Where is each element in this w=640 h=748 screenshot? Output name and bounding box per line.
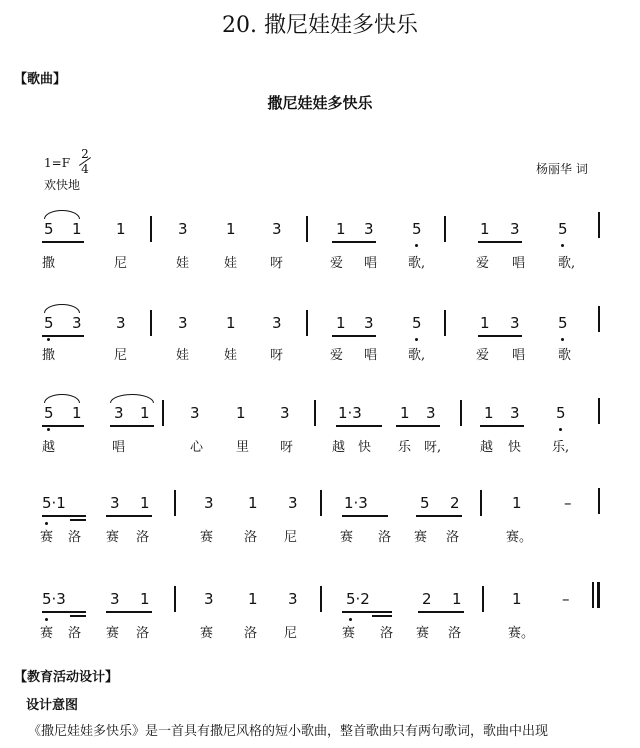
note: 3: [204, 494, 214, 512]
key-signature: 1=F: [44, 156, 71, 170]
note: 5: [558, 314, 568, 332]
lyric: 歌,: [408, 256, 426, 271]
low-octave-dot: [561, 244, 564, 247]
lyric: 呀: [270, 256, 284, 271]
lyric: 呀,: [424, 440, 442, 455]
note: 3: [364, 220, 374, 238]
note: 5: [420, 494, 430, 512]
note: 1: [248, 494, 258, 512]
barline: [306, 216, 308, 242]
lyric: 越: [480, 440, 494, 455]
beam: [110, 425, 154, 427]
barline: [314, 400, 316, 426]
note: 1: [400, 404, 410, 422]
note: 3: [364, 314, 374, 332]
lyric: 爱: [330, 256, 344, 271]
barline: [444, 216, 446, 242]
note: 2: [422, 590, 432, 608]
lyric: 唱: [364, 348, 378, 363]
lyric: 赛: [106, 626, 120, 641]
lyric: 赛: [200, 530, 214, 545]
lyric: 爱: [330, 348, 344, 363]
note: 1: [226, 220, 236, 238]
lyric: 歌,: [558, 256, 576, 271]
beam: [70, 615, 86, 617]
lyric: 娃: [224, 256, 238, 271]
lyric: 唱: [364, 256, 378, 271]
lyric: 洛: [380, 626, 394, 641]
note: 5·2: [346, 590, 370, 608]
beam: [396, 425, 440, 427]
note: 5: [412, 220, 422, 238]
low-octave-dot: [47, 338, 50, 341]
barline: [598, 212, 600, 238]
beam: [478, 335, 522, 337]
note: 1·3: [338, 404, 362, 422]
activity-section-tag: 【教育活动设计】: [14, 670, 119, 685]
note: 3: [288, 494, 298, 512]
note: 5: [44, 220, 54, 238]
barline: [480, 490, 482, 516]
low-octave-dot: [415, 338, 418, 341]
barline: [162, 400, 164, 426]
beam: [342, 515, 388, 517]
lyric: 乐,: [552, 440, 570, 455]
lyric: 尼: [284, 530, 298, 545]
song-section-tag: 【歌曲】: [14, 72, 67, 87]
note: 1: [140, 404, 150, 422]
note: 1: [236, 404, 246, 422]
note: 3: [288, 590, 298, 608]
lyric: 唱: [512, 348, 526, 363]
lyric: 心: [190, 440, 204, 455]
lyric: 洛: [448, 626, 462, 641]
note: 1: [72, 220, 82, 238]
time-signature: [78, 148, 92, 175]
note: 2: [450, 494, 460, 512]
lyric: 洛: [68, 530, 82, 545]
low-octave-dot: [47, 428, 50, 431]
lyric: 尼: [114, 348, 128, 363]
lyric: 洛: [244, 626, 258, 641]
low-octave-dot: [559, 428, 562, 431]
lyric: 快: [508, 440, 522, 455]
slur: [110, 394, 154, 403]
barline: [320, 490, 322, 516]
song-title: 撒尼娃娃多快乐: [267, 94, 373, 112]
note: 1: [336, 314, 346, 332]
note: –: [564, 494, 572, 512]
lyric: 洛: [136, 530, 150, 545]
note: 5: [556, 404, 566, 422]
lyric: 娃: [176, 256, 190, 271]
beam: [478, 241, 522, 243]
lyric: 赛: [342, 626, 356, 641]
beam: [480, 425, 524, 427]
note: 3: [272, 220, 282, 238]
lyric: 洛: [244, 530, 258, 545]
lyric: 唱: [512, 256, 526, 271]
note: 3: [510, 314, 520, 332]
lyric: 赛。: [508, 626, 535, 641]
note: 3: [110, 590, 120, 608]
note: 5·3: [42, 590, 66, 608]
lyric: 歌,: [408, 348, 426, 363]
beam: [332, 335, 376, 337]
note: 3: [204, 590, 214, 608]
note: 1: [480, 314, 490, 332]
note: 3: [72, 314, 82, 332]
note: 1: [140, 590, 150, 608]
lyric: 赛: [40, 626, 54, 641]
note: 3: [426, 404, 436, 422]
tempo-marking: 欢快地: [44, 178, 81, 192]
beam: [418, 611, 464, 613]
lyric: 乐: [398, 440, 412, 455]
note: 1: [116, 220, 126, 238]
beam: [336, 425, 382, 427]
beam: [42, 241, 84, 243]
lyricist-credit: 杨丽华 词: [536, 162, 588, 176]
note: –: [562, 590, 570, 608]
barline: [598, 306, 600, 332]
lyric: 快: [358, 440, 372, 455]
lyric: 娃: [176, 348, 190, 363]
note: 3: [510, 404, 520, 422]
barline: [598, 488, 600, 514]
note: 1: [484, 404, 494, 422]
lyric: 爱: [476, 256, 490, 271]
note: 5: [44, 314, 54, 332]
low-octave-dot: [349, 618, 352, 621]
beam: [372, 615, 392, 617]
beam: [106, 515, 152, 517]
note: 3: [114, 404, 124, 422]
lyric: 洛: [378, 530, 392, 545]
note: 5: [44, 404, 54, 422]
lyric: 爱: [476, 348, 490, 363]
beam: [416, 515, 462, 517]
note: 3: [110, 494, 120, 512]
lyric: 洛: [136, 626, 150, 641]
note: 3: [272, 314, 282, 332]
final-barline-thick: [597, 582, 600, 608]
slur: [44, 210, 80, 219]
lyric: 赛。: [506, 530, 533, 545]
lyric: 赛: [40, 530, 54, 545]
slur: [44, 304, 80, 313]
lyric: 里: [236, 440, 250, 455]
lyric: 尼: [114, 256, 128, 271]
note: 3: [280, 404, 290, 422]
note: 1: [452, 590, 462, 608]
note: 1: [336, 220, 346, 238]
note: 1: [248, 590, 258, 608]
barline: [482, 586, 484, 612]
time-top: 2: [81, 147, 89, 161]
lyric: 尼: [284, 626, 298, 641]
lyric: 赛: [200, 626, 214, 641]
note: 1: [512, 494, 522, 512]
barline: [460, 400, 462, 426]
lyric: 赛: [414, 530, 428, 545]
beam: [42, 335, 84, 337]
beam: [42, 611, 86, 613]
barline: [320, 586, 322, 612]
barline: [174, 490, 176, 516]
note: 3: [178, 220, 188, 238]
lyric: 呀: [280, 440, 294, 455]
beam: [70, 519, 86, 521]
low-octave-dot: [45, 618, 48, 621]
lyric: 撒: [42, 256, 56, 271]
design-heading: 设计意图: [26, 698, 79, 713]
lyric: 娃: [224, 348, 238, 363]
beam: [42, 425, 84, 427]
note: 1: [140, 494, 150, 512]
note: 3: [116, 314, 126, 332]
time-bottom: 4: [81, 162, 89, 176]
lyric: 赛: [416, 626, 430, 641]
note: 1: [72, 404, 82, 422]
beam: [332, 241, 376, 243]
lyric: 洛: [446, 530, 460, 545]
lyric: 赛: [340, 530, 354, 545]
intro-paragraph: 《撒尼娃娃多快乐》是一首具有撒尼风格的短小歌曲，整首歌曲只有两句歌词，歌曲中出现: [28, 724, 549, 739]
lyric: 呀: [270, 348, 284, 363]
lyric: 撒: [42, 348, 56, 363]
beam: [342, 611, 392, 613]
lyric: 赛: [106, 530, 120, 545]
note: 1: [512, 590, 522, 608]
lyric: 歌: [558, 348, 572, 363]
note: 1: [480, 220, 490, 238]
slur: [44, 394, 80, 403]
beam: [106, 611, 152, 613]
note: 5: [412, 314, 422, 332]
barline: [174, 586, 176, 612]
barline: [444, 310, 446, 336]
lyric: 越: [42, 440, 56, 455]
note: 5·1: [42, 494, 66, 512]
barline: [306, 310, 308, 336]
lyric: 越: [332, 440, 346, 455]
beam: [42, 515, 86, 517]
note: 3: [510, 220, 520, 238]
note: 1: [226, 314, 236, 332]
low-octave-dot: [415, 244, 418, 247]
barline: [598, 398, 600, 424]
note: 3: [178, 314, 188, 332]
low-octave-dot: [45, 522, 48, 525]
low-octave-dot: [561, 338, 564, 341]
barline: [150, 310, 152, 336]
note: 1·3: [344, 494, 368, 512]
lyric: 唱: [112, 440, 126, 455]
note: 3: [190, 404, 200, 422]
final-barline-thin: [592, 582, 594, 608]
page-title: 20. 撒尼娃娃多快乐: [222, 13, 418, 38]
lyric: 洛: [68, 626, 82, 641]
barline: [150, 216, 152, 242]
note: 5: [558, 220, 568, 238]
